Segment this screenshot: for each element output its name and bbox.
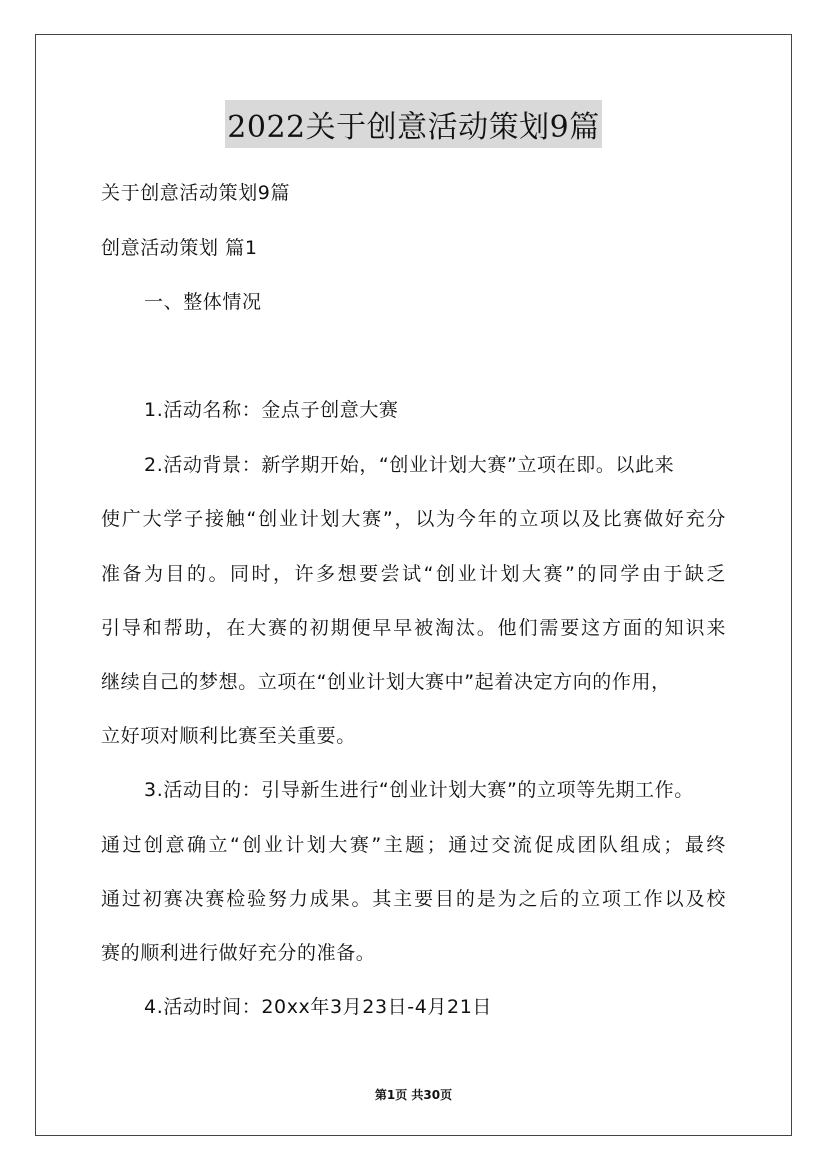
- item-2-line-5: 继续自己的梦想。立项在“创业计划大赛中”起着决定方向的作用，: [101, 671, 671, 693]
- section-heading: 创意活动策划 篇1: [101, 237, 258, 259]
- item-2-line-4: 引导和帮助，在大赛的初期便早早被淘汰。他们需要这方面的知识来: [101, 617, 726, 639]
- document-title: 2022关于创意活动策划9篇: [225, 100, 601, 148]
- item-3-line-1: 3.活动目的：引导新生进行“创业计划大赛”的立项等先期工作。: [144, 779, 694, 801]
- item-3-line-3: 通过初赛决赛检验努力成果。其主要目的是为之后的立项工作以及校: [101, 888, 726, 910]
- item-3-line-4: 赛的顺利进行做好充分的准备。: [101, 942, 376, 964]
- item-4: 4.活动时间：20xx年3月23日-4月21日: [144, 996, 492, 1018]
- overview-heading: 一、整体情况: [144, 291, 262, 313]
- item-2-line-6: 立好项对顺利比赛至关重要。: [101, 725, 356, 747]
- item-2-line-2: 使广大学子接触“创业计划大赛”，以为今年的立项以及比赛做好充分: [101, 508, 726, 530]
- title-container: [0, 100, 827, 148]
- item-2-line-1: 2.活动背景：新学期开始，“创业计划大赛”立项在即。以此来: [144, 454, 675, 476]
- subtitle: 关于创意活动策划9篇: [101, 182, 291, 204]
- item-2-line-3: 准备为目的。同时，许多想要尝试“创业计划大赛”的同学由于缺乏: [101, 563, 726, 585]
- item-3-line-2: 通过创意确立“创业计划大赛”主题；通过交流促成团队组成；最终: [101, 834, 726, 856]
- item-1: 1.活动名称：金点子创意大赛: [144, 399, 399, 421]
- page-number: 第1页 共30页: [374, 1088, 453, 1102]
